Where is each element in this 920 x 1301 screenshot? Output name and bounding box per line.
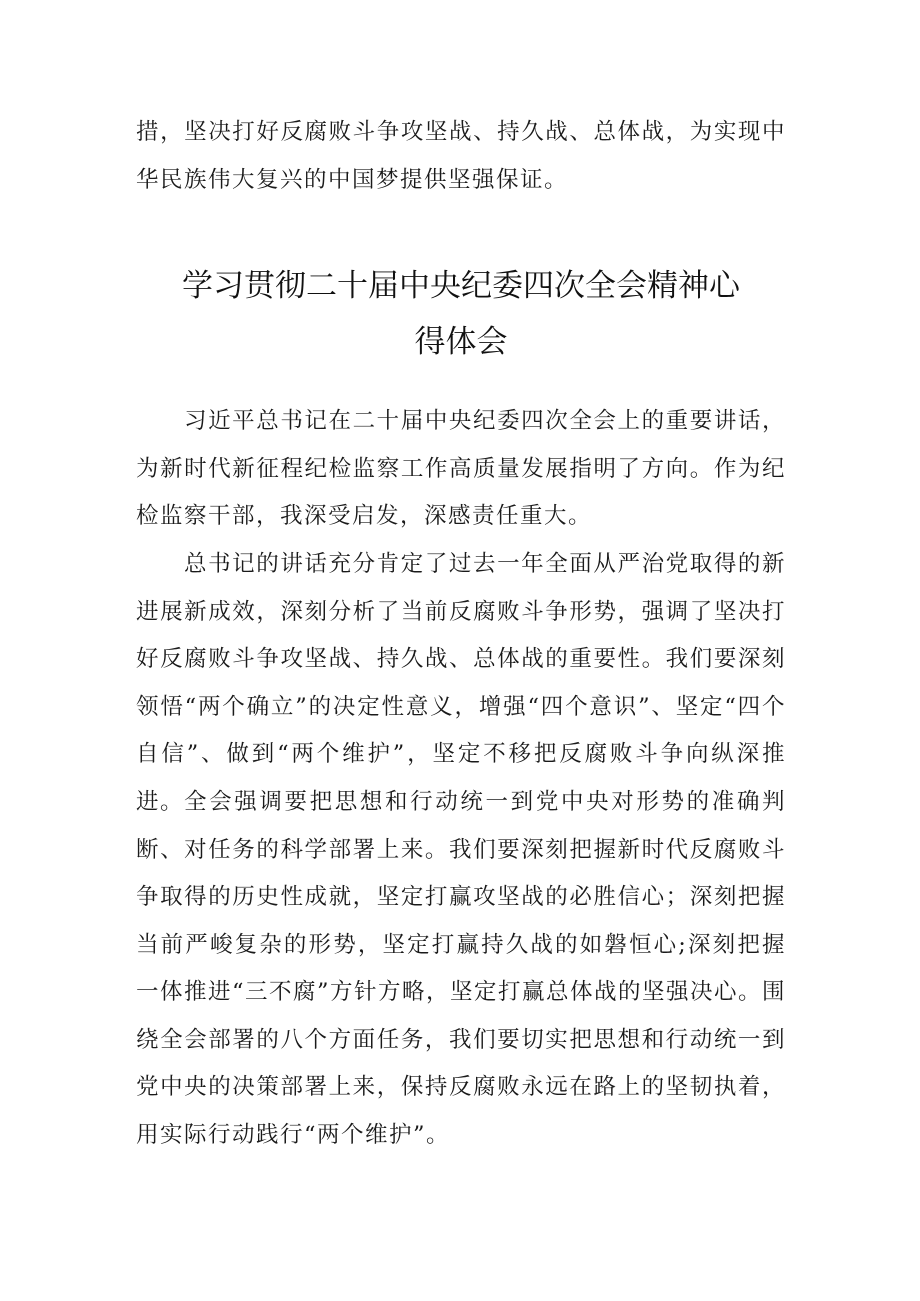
continuation-paragraph: 措，坚决打好反腐败斗争攻坚战、持久战、总体战，为实现中华民族伟大复兴的中国梦提供坚强保证。 [136,119,786,193]
paragraph-2: 总书记的讲话充分肯定了过去一年全面从严治党取得的新进展新成效，深刻分析了当前反腐败斗争形势，强调了坚决打好反腐败斗争攻坚战、持久战、总体战的重要性。我们要深刻领悟“两个确立”的决定性意义，增强“四个意识”、坚定“四个自信”、做到“两个维护”，坚定不移把反腐败斗争向纵深推进。 [136,551,786,815]
title-line-2: 得体会 [414,324,508,360]
paragraph-3: 全会强调要把思想和行动统一到党中央对形势的准确判断、对任务的科学部署上来。我们要深刻把握新时代反腐败斗争取得的历史性成就，坚定打赢攻坚战的必胜信心；深刻把握当前严峻复杂的形势，坚定打赢持久战的如磐恒心;深刻把握一体推进“三不腐”方针方略，坚定打赢总体战的坚强决心。围绕全会部署的八个方面任务，我们要切实把思想和行动统一到党中央的决策部署上来，保持反腐败永远在路上的坚韧执着，用实际行动践行“两个维护”。 [136,789,787,1148]
title-line-1: 学习贯彻二十届中央纪委四次全会精神心 [182,268,740,304]
paragraph-1: 习近平总书记在二十届中央纪委四次全会上的重要讲话，为新时代新征程纪检监察工作高质量发展指明了方向。作为纪检监察干部，我深受启发，深感责任重大。 [136,408,786,529]
article-title [136,258,786,370]
